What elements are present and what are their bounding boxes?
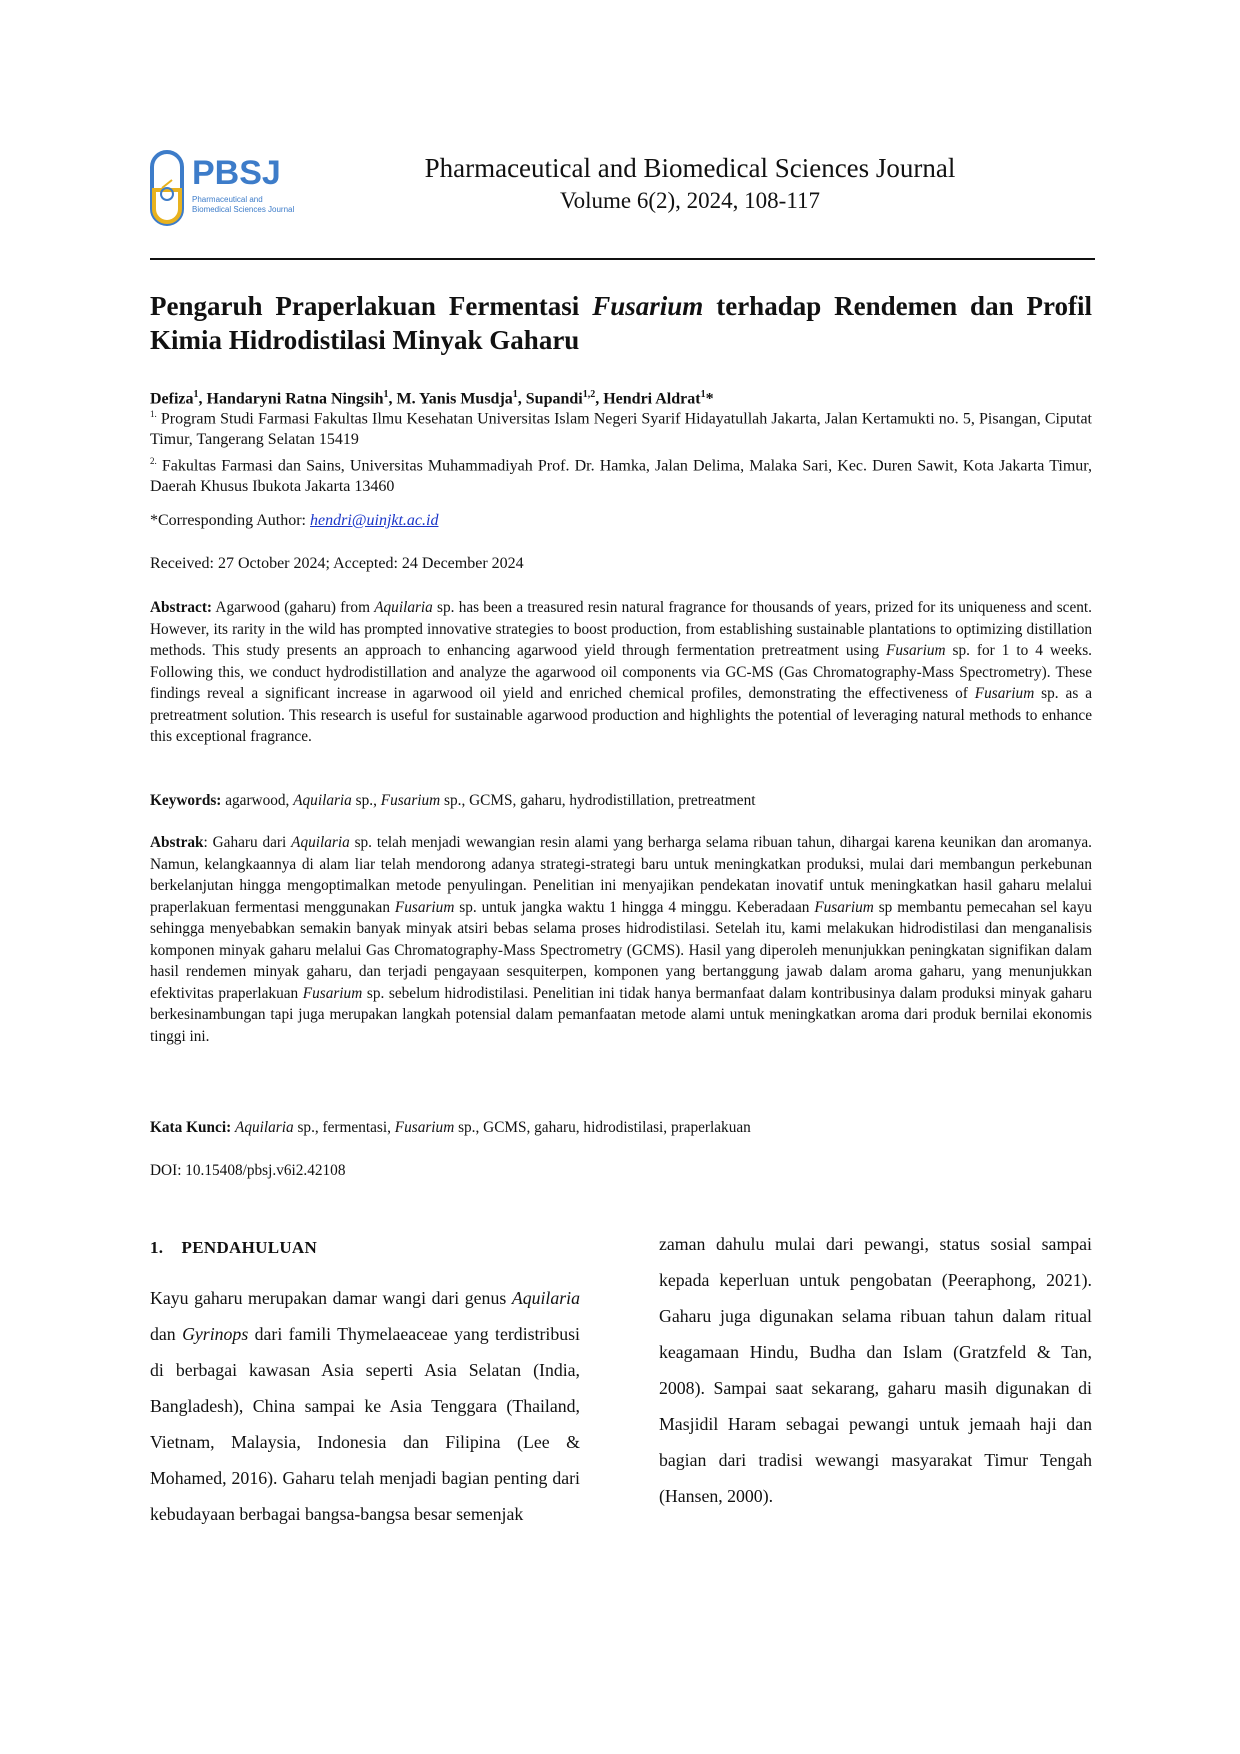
abstract-english: Abstract: Agarwood (gaharu) from Aquilaria sp. has been a treasured resin natural fragrance for thousands of years, prized for its uniqueness and scent. However, its rarity in the wild has prompted innovative strategies to boost production, from establishing sustainable plantations to optimizing distillation methods. This study presents an approach to enhancing agarwood yield through fermentation pretreatment using Fusarium sp. for 1 to 4 weeks. Following this, we conduct hydrodistillation and analyze the agarwood oil components via GC-MS (Gas Chromatography-Mass Spectrometry). These findings reveal a significant increase in agarwood oil yield and enriched chemical profiles, demonstrating the effectiveness of Fusarium sp. as a pretreatment solution. This research is useful for sustainable agarwood production and highlights the potential of leveraging natural methods to enhance this exceptional fragrance. [150,599,1092,745]
journal-title: Pharmaceutical and Biomedical Sciences Journal [424,153,956,183]
corresponding-author: *Corresponding Author: hendri@uinjkt.ac.id [150,512,439,529]
author-affiliation-marker: 1,2 [582,389,596,400]
author-name: M. Yanis Musdja [396,390,513,408]
author-affiliation-marker: 1 [700,389,706,400]
abstract-indonesian: Abstrak: Gaharu dari Aquilaria sp. telah menjadi wewangian resin alami yang berharga selama ribuan tahun, dihargai karena keunikan dan aromanya. Namun, kelangkaannya di alam liar telah mendorong adanya strategi-strategi baru untuk meningkatkan produksi, mulai dari membangun perkebunan berkelanjutan hingga mengoptimalkan metode penyulingan. Penelitian ini menyajikan pendekatan inovatif untuk meningkatkan hasil gaharu melalui praperlakuan fermentasi menggunakan Fusarium sp. untuk jangka waktu 1 hingga 4 minggu. Keberadaan Fusarium sp membantu pemecahan sel kayu sehingga menyebabkan semakin banyak minyak atsiri bebas selama proses hidrodistilasi. Setelah itu, kami melakukan hidrodistilasi dan menganalisis komponen minyak gaharu melalui Gas Chromatography-Mass Spectrometry (GCMS). Hasil yang diperoleh menunjukkan peningkatan signifikan dalam hasil rendemen minyak gaharu, dan terjadi pengayaan sesquiterpen, komponen yang bertanggung jawab dalam aroma gaharu, yang menunjukkan efektivitas praperlakuan Fusarium sp. sebelum hidrodistilasi. Penelitian ini tidak hanya bermanfaat dalam kontribusinya dalam produksi minyak gaharu berkesinambungan tapi juga merupakan langkah potensial dalam pemanfaatan metode alami untuk meningkatkan aroma dari produk bernilai ekonomis tinggi ini. [150,834,1092,1045]
section-heading-pendahuluan: 1. PENDAHULUAN [150,1238,318,1257]
author-affiliation-marker: 1 [193,389,199,400]
svg-text:Biomedical Sciences Journal: Biomedical Sciences Journal [192,205,295,214]
svg-text:Pharmaceutical and: Pharmaceutical and [192,195,263,204]
author-affiliation-marker: 1 [383,389,389,400]
author-affiliation-marker: 1 [512,389,518,400]
author-name: Hendri Aldrat [603,390,701,408]
author-name: Defiza [150,390,194,408]
author-list: Defiza$^1$, Handaryni Ratna Ningsih$^1$, M. Yanis Musdja$^1$, Supandi$^{1,2}$, Hendri Aldrat$^1$* [150,389,714,408]
affiliation-2: $^{2.}$ Fakultas Farmasi dan Sains, Universitas Muhammadiyah Prof. Dr. Hamka, Jalan Delima, Malaka Sari, Kec. Duren Sawit, Kota Jakarta Timur, Daerah Khusus Ibukota Jakarta 13460 [150,456,1092,496]
journal-volume: Volume 6(2), 2024, 108-117 [559,188,820,213]
author-name: Supandi [525,390,583,408]
affiliation-1: $^{1.}$ Program Studi Farmasi Fakultas Ilmu Kesehatan Universitas Islam Negeri Syarif Hidayatullah Jakarta, Jalan Kertamukti no. 5, Pisangan, Ciputat Timur, Tangerang Selatan 15419 [150,409,1092,449]
journal-logo [150,150,300,226]
pbsj-logo-icon [150,150,300,226]
doi: DOI: 10.15408/pbsj.v6i2.42108 [150,1162,346,1179]
svg-text:PBSJ: PBSJ [192,154,281,192]
header-divider [150,258,1095,260]
received-accepted-dates: Received: 27 October 2024; Accepted: 24 December 2024 [150,555,524,572]
article-title: Pengaruh Praperlakuan Fermentasi Fusarium terhadap Rendemen dan Profil Kimia Hidrodistilasi Minyak Gaharu [150,291,1092,355]
body-left-column: Kayu gaharu merupakan damar wangi dari genus Aquilaria dan Gyrinops dari famili Thymelaeaceae yang terdistribusi di berbagai kawasan Asia seperti Asia Selatan (India, Bangladesh), China sampai ke Asia Tenggara (Thailand, Vietnam, Malaysia, Indonesia dan Filipina (Lee & Mohamed, 2016). Gaharu telah menjadi bagian penting dari kebudayaan berbagai bangsa-bangsa besar semenjak [150,1288,581,1524]
corresponding-email-link[interactable]: hendri@uinjkt.ac.id [310,512,439,529]
keywords-english: Keywords: agarwood, Aquilaria sp., Fusarium sp., GCMS, gaharu, hydrodistillation, pretreatment [150,792,756,809]
author-name: Handaryni Ratna Ningsih [206,390,384,408]
keywords-indonesian: Kata Kunci: Aquilaria sp., fermentasi, Fusarium sp., GCMS, gaharu, hidrodistilasi, praperlakuan [150,1119,751,1136]
body-right-column: zaman dahulu mulai dari pewangi, status sosial sampai kepada keperluan untuk pengobatan (Peeraphong, 2021). Gaharu juga digunakan selama ribuan tahun dalam ritual keagamaan Hindu, Budha dan Islam (Gratzfeld & Tan, 2008). Sampai saat sekarang, gaharu masih digunakan di Masjidil Haram sebagai pewangi untuk jemaah haji dan bagian dari tradisi wewangi masyarakat Timur Tengah (Hansen, 2000). [659,1234,1092,1506]
